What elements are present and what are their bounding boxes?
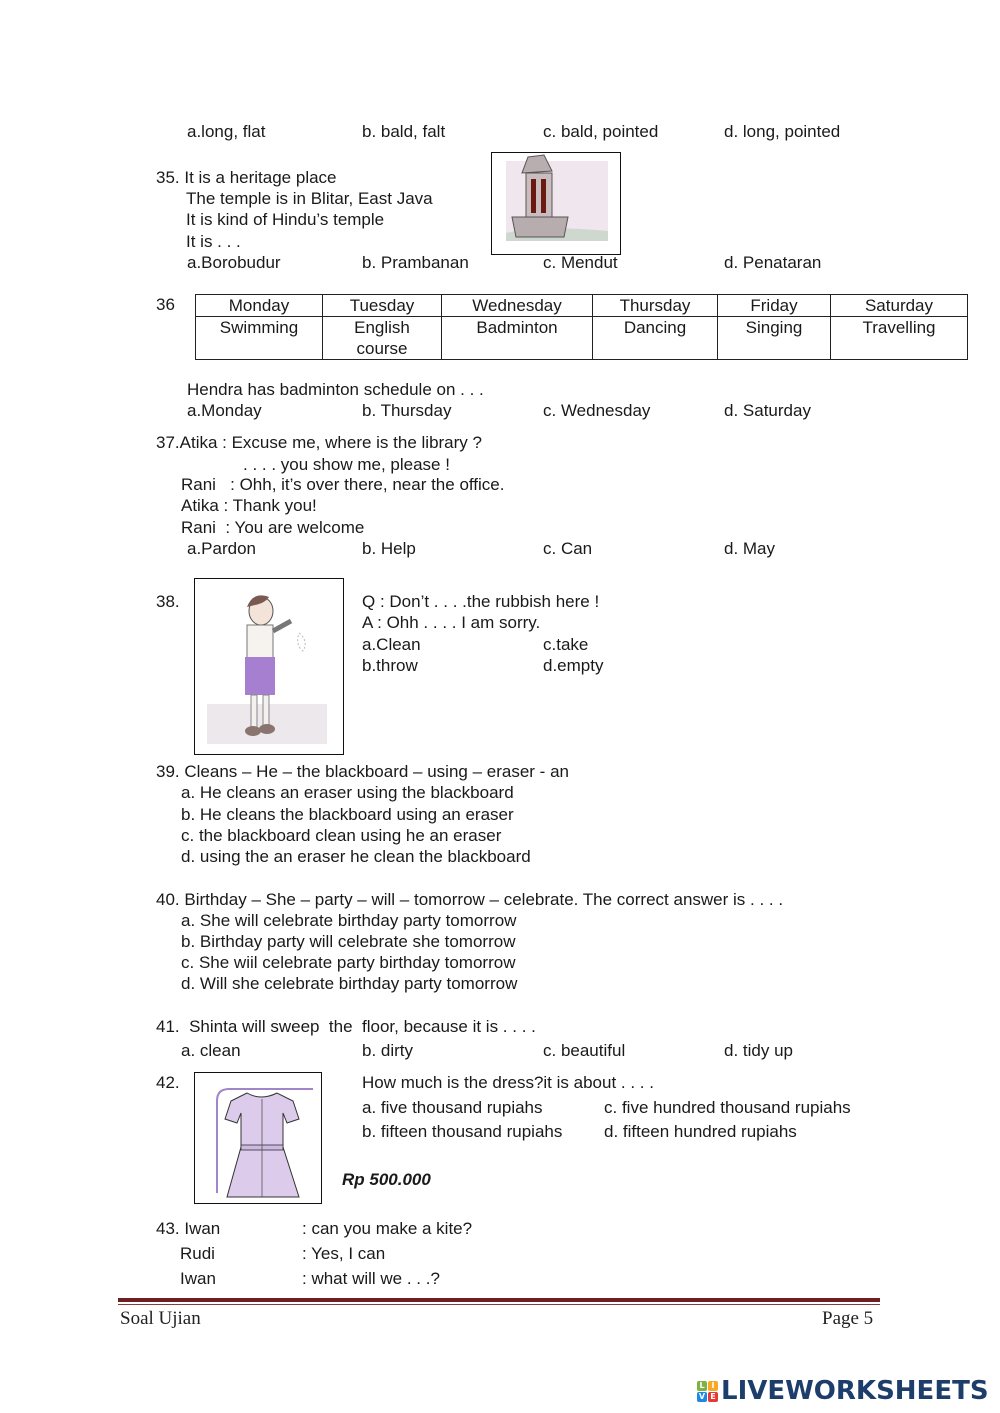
girl-throwing-rubbish-icon: [195, 579, 342, 753]
option-a: a.Pardon: [187, 539, 256, 558]
option-a: a.Monday: [187, 401, 262, 420]
option-c: c. bald, pointed: [543, 122, 659, 141]
dress-illustration-icon: [195, 1073, 320, 1202]
table-cell: Dancing: [593, 317, 718, 360]
option-d: d. fifteen hundred rupiahs: [604, 1122, 797, 1141]
option-a: a. clean: [181, 1041, 241, 1060]
option-c: c. Mendut: [543, 253, 618, 272]
tile-e: E: [708, 1392, 718, 1402]
table-cell: Saturday: [831, 295, 968, 317]
q36-number: 36: [156, 295, 175, 314]
q38-number: 38.: [156, 592, 180, 611]
option-b: b. dirty: [362, 1041, 414, 1060]
option-d: d. Penataran: [724, 253, 822, 272]
footer-left-text: Soal Ujian: [120, 1308, 201, 1329]
q37-line-2: . . . . you show me, please !: [243, 455, 450, 474]
option-b: b. Help: [362, 539, 416, 558]
option-a: a. She will celebrate birthday party tomorrow: [181, 911, 517, 930]
table-cell: Wednesday: [442, 295, 593, 317]
q40-question: 40. Birthday – She – party – will – tomorrow – celebrate. The correct answer is . . . .: [156, 890, 784, 909]
q42-number: 42.: [156, 1073, 180, 1092]
option-c: c. She wiil celebrate party birthday tomorrow: [181, 953, 516, 972]
q43-line-3: : what will we . . .?: [302, 1269, 440, 1288]
table-header-row: [196, 295, 968, 317]
option-c: c. the blackboard clean using he an eraser: [181, 826, 502, 845]
option-a: a.long, flat: [187, 122, 266, 141]
option-d: d. using the an eraser he clean the blackboard: [181, 847, 531, 866]
price-label: Rp 500.000: [342, 1170, 431, 1189]
q43-line-1: : can you make a kite?: [302, 1219, 473, 1238]
q35-line-1: 35. It is a heritage place: [156, 168, 337, 187]
option-c: c.take: [543, 635, 589, 654]
table-cell: Tuesday: [323, 295, 442, 317]
table-cell: [323, 317, 442, 360]
q43-speaker-1: 43. Iwan: [156, 1219, 221, 1238]
temple-image: [491, 152, 621, 255]
option-b: b. He cleans the blackboard using an eraser: [181, 805, 514, 824]
q36-question: Hendra has badminton schedule on . . .: [187, 380, 484, 399]
option-c: c. beautiful: [543, 1041, 626, 1060]
footer-rule-thin: [118, 1304, 880, 1305]
dress-image: [194, 1072, 322, 1204]
option-d: d. tidy up: [724, 1041, 793, 1060]
option-b: b. bald, falt: [362, 122, 446, 141]
option-c: c. Wednesday: [543, 401, 651, 420]
girl-image: [194, 578, 344, 755]
table-cell: Swimming: [196, 317, 323, 360]
option-a: a. He cleans an eraser using the blackboard: [181, 783, 514, 802]
schedule-table: [195, 294, 968, 360]
q39-question: 39. Cleans – He – the blackboard – using – eraser - an: [156, 762, 569, 781]
option-a: a. five thousand rupiahs: [362, 1098, 543, 1117]
q38-answer: A : Ohh . . . . I am sorry.: [362, 613, 541, 632]
option-b: b. Prambanan: [362, 253, 469, 272]
page-number: Page 5: [822, 1308, 874, 1329]
q37-line-5: Rani : You are welcome: [181, 518, 365, 537]
option-b: b. fifteen thousand rupiahs: [362, 1122, 563, 1141]
brand-wordmark: LIVEWORKSHEETS: [721, 1376, 989, 1406]
option-c: c. five hundred thousand rupiahs: [604, 1098, 851, 1117]
q42-question: How much is the dress?it is about . . . .: [362, 1073, 654, 1092]
option-b: b. Thursday: [362, 401, 452, 420]
option-b: b.throw: [362, 656, 418, 675]
table-cell: Travelling: [831, 317, 968, 360]
q37-line-1: 37.Atika : Excuse me, where is the library ?: [156, 433, 482, 452]
option-d: d. long, pointed: [724, 122, 841, 141]
q43-line-2: : Yes, I can: [302, 1244, 386, 1263]
live-tiles-icon: [697, 1381, 718, 1402]
liveworksheets-logo[interactable]: [697, 1376, 989, 1406]
option-d: d.empty: [543, 656, 604, 675]
table-cell: Monday: [196, 295, 323, 317]
temple-illustration-icon: [492, 153, 619, 253]
q43-speaker-2: Rudi: [180, 1244, 215, 1263]
table-cell: Badminton: [442, 317, 593, 360]
option-b: b. Birthday party will celebrate she tomorrow: [181, 932, 516, 951]
q43-speaker-3: Iwan: [180, 1269, 216, 1288]
option-d: d. Saturday: [724, 401, 811, 420]
tile-v: V: [698, 1392, 706, 1401]
tile-l: L: [697, 1381, 707, 1391]
table-cell: Singing: [718, 317, 831, 360]
table-cell-text: English course: [354, 318, 410, 358]
q35-line-3: It is kind of Hindu’s temple: [186, 210, 385, 229]
option-a: a.Clean: [362, 635, 421, 654]
table-row: [196, 317, 968, 360]
q37-line-4: Atika : Thank you!: [181, 496, 317, 515]
q37-line-3: Rani : Ohh, it’s over there, near the office.: [181, 475, 505, 494]
table-cell: Thursday: [593, 295, 718, 317]
q35-line-2: The temple is in Blitar, East Java: [186, 189, 433, 208]
table-cell: Friday: [718, 295, 831, 317]
option-a: a.Borobudur: [187, 253, 281, 272]
q38-question: Q : Don’t . . . .the rubbish here !: [362, 592, 600, 611]
q41-question: 41. Shinta will sweep the floor, because it is . . . .: [156, 1017, 536, 1036]
q35-line-4: It is . . .: [186, 232, 241, 251]
tile-i: I: [708, 1381, 718, 1391]
option-d: d. Will she celebrate birthday party tomorrow: [181, 974, 518, 993]
footer-rule: [118, 1298, 880, 1302]
option-c: c. Can: [543, 539, 593, 558]
option-d: d. May: [724, 539, 776, 558]
